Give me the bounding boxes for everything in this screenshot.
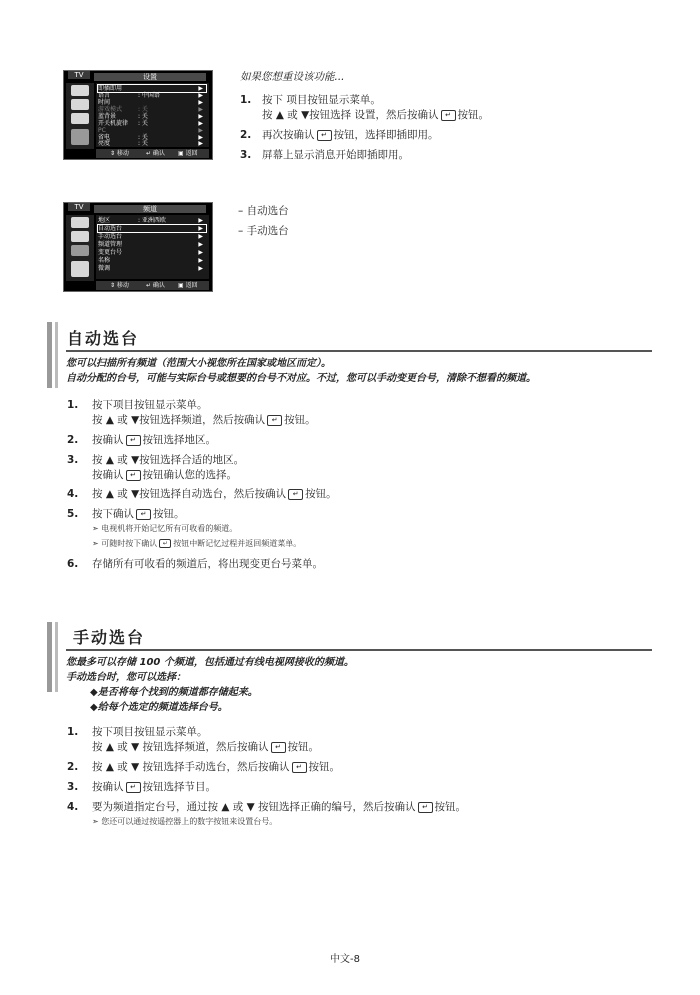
enter-icon: ↵ xyxy=(267,415,282,426)
step-text: 存储所有可收看的频道后，将出现变更台号菜单。 xyxy=(92,558,323,570)
menu-row: 省电 : 关 ▶ xyxy=(98,134,203,141)
menu-row: 变更台号 ▶ xyxy=(98,249,203,256)
step-note: ➣ 电视机将开始记忆所有可收看的频道。 xyxy=(92,524,238,533)
step-text: 按 ▲ 或 ▼按钮选择频道，然后按确认 ↵ 按钮。 xyxy=(92,414,316,426)
step-text: 按下 项目按钮显示菜单。 xyxy=(262,94,381,106)
step-text: 按下确认 ↵ 按钮。 xyxy=(92,508,185,520)
step-number: 2. xyxy=(67,434,79,446)
tv-tag: TV xyxy=(68,203,90,211)
section-intro: 您最多可以存储 100 个频道，包括通过有线电视网接收的频道。 xyxy=(66,657,354,668)
step-text: 屏幕上显示消息开始即插即用。 xyxy=(262,149,409,161)
enter-icon: ↵ xyxy=(271,742,286,753)
step-text: 按确认 ↵ 按钮确认您的选择。 xyxy=(92,469,237,481)
page-number: 中文-8 xyxy=(330,954,360,965)
step-number: 1. xyxy=(67,726,79,738)
enter-icon: ↵ xyxy=(418,802,433,813)
step-number: 1. xyxy=(67,399,79,411)
menu-row: 即插即用 ▶ xyxy=(98,85,206,92)
menu-row: 时间 ▶ xyxy=(98,99,203,106)
menu-row: 亮度 : 关 ▶ xyxy=(98,140,203,147)
section-intro: 自动分配的台号，可能与实际台号或想要的台号不对应。不过，您可以手动变更台号，清除不想看的频道。 xyxy=(66,373,536,384)
setup-icon xyxy=(71,129,89,145)
menu-row: 蓝背景 : 关 ▶ xyxy=(98,113,203,120)
section-intro: 您可以扫描所有频道（范围大小视您所在国家或地区而定）。 xyxy=(66,358,331,369)
enter-icon: ↵ xyxy=(317,130,332,141)
section-intro: 手动选台时，您可以选择： xyxy=(66,672,186,683)
menu-footer: ⇕ 移动 ↵ 确认 ▣ 返回 xyxy=(96,281,209,290)
step-number: 3. xyxy=(67,781,79,793)
section-bar xyxy=(47,322,52,388)
menu-row: 语言 : 中国语 ▶ xyxy=(98,92,203,99)
step-number: 1. xyxy=(240,94,252,106)
tv-tag: TV xyxy=(68,71,90,79)
section-bullet: ◆给每个选定的频道选择台号。 xyxy=(90,702,228,713)
setup-icon xyxy=(71,261,89,277)
sound-icon xyxy=(71,99,89,110)
menu-row: 开关机旋律 : 关 ▶ xyxy=(98,120,203,127)
channel-list-item: – 自动选台 xyxy=(238,205,289,217)
menu-title: 频道 xyxy=(94,205,206,213)
step-number: 3. xyxy=(67,454,79,466)
enter-icon: ↵ xyxy=(126,470,141,481)
step-number: 3. xyxy=(240,149,252,161)
menu-row: 频道管理 ▶ xyxy=(98,241,203,248)
menu-row: PC ▶ xyxy=(98,127,203,134)
channel-icon xyxy=(71,113,89,124)
menu-footer: ⇕ 移动 ↵ 确认 ▣ 返回 xyxy=(96,149,209,158)
menu-row: 微调 ▶ xyxy=(98,265,203,272)
section-title: 手动选台 xyxy=(73,628,146,647)
step-text: 按确认 ↵ 按钮选择地区。 xyxy=(92,434,216,446)
enter-icon: ↵ xyxy=(126,782,141,793)
section-bullet: ◆是否将每个找到的频道都存储起来。 xyxy=(90,687,258,698)
step-number: 4. xyxy=(67,488,79,500)
reset-heading: 如果您想重设该功能... xyxy=(240,71,345,83)
step-number: 4. xyxy=(67,801,79,813)
sound-icon xyxy=(71,231,89,242)
step-text: 按 ▲ 或 ▼按钮选择 设置，然后按确认 ↵ 按钮。 xyxy=(262,109,489,121)
menu-sidebar xyxy=(66,83,94,149)
channel-icon xyxy=(71,245,89,256)
step-number: 2. xyxy=(67,761,79,773)
enter-icon: ↵ xyxy=(441,110,456,121)
menu-row: 地区 : 亚洲西欧 ▶ xyxy=(98,217,203,224)
menu-panel xyxy=(96,215,209,279)
step-text: 按下项目按钮显示菜单。 xyxy=(92,399,208,411)
section-divider xyxy=(66,649,652,651)
enter-icon: ↵ xyxy=(159,539,171,548)
step-number: 5. xyxy=(67,508,79,520)
menu-row: 自动选台 ▶ xyxy=(98,225,206,232)
step-text: 要为频道指定台号，通过按 ▲ 或 ▼ 按钮选择正确的编号，然后按确认 ↵ 按钮。 xyxy=(92,801,466,813)
menu-sidebar xyxy=(66,215,94,281)
enter-icon: ↵ xyxy=(126,435,141,446)
menu-row: 手动选台 ▶ xyxy=(98,233,203,240)
section-bar xyxy=(55,622,58,692)
step-text: 按下项目按钮显示菜单。 xyxy=(92,726,208,738)
step-text: 按 ▲ 或 ▼ 按钮选择手动选台，然后按确认 ↵ 按钮。 xyxy=(92,761,340,773)
step-number: 6. xyxy=(67,558,79,570)
picture-icon xyxy=(71,217,89,228)
menu-row: 游戏模式 : 关 ▶ xyxy=(98,106,203,113)
enter-icon: ↵ xyxy=(292,762,307,773)
step-text: 按 ▲ 或 ▼ 按钮选择频道，然后按确认 ↵ 按钮。 xyxy=(92,741,319,753)
section-divider xyxy=(66,350,652,352)
section-bar xyxy=(47,622,52,692)
enter-icon: ↵ xyxy=(136,509,151,520)
step-text: 按 ▲ 或 ▼按钮选择自动选台，然后按确认 ↵ 按钮。 xyxy=(92,488,337,500)
step-text: 按 ▲ 或 ▼按钮选择合适的地区。 xyxy=(92,454,245,466)
step-note: ➣ 可随时按下确认 ↵ 按钮中断记忆过程并返回频道菜单。 xyxy=(92,539,302,548)
section-title: 自动选台 xyxy=(67,329,140,348)
channel-list-item: – 手动选台 xyxy=(238,225,289,237)
step-number: 2. xyxy=(240,129,252,141)
picture-icon xyxy=(71,85,89,96)
section-bar xyxy=(55,322,58,388)
setup-menu-screenshot xyxy=(63,70,213,160)
channel-menu-screenshot xyxy=(63,202,213,292)
menu-panel xyxy=(96,83,209,147)
menu-title: 设置 xyxy=(94,73,206,81)
step-text: 按确认 ↵ 按钮选择节目。 xyxy=(92,781,216,793)
step-note: ➣ 您还可以通过按遥控器上的数字按钮来设置台号。 xyxy=(92,817,278,826)
step-text: 再次按确认 ↵ 按钮，选择即插即用。 xyxy=(262,129,439,141)
menu-row: 名称 ▶ xyxy=(98,257,203,264)
enter-icon: ↵ xyxy=(288,489,303,500)
